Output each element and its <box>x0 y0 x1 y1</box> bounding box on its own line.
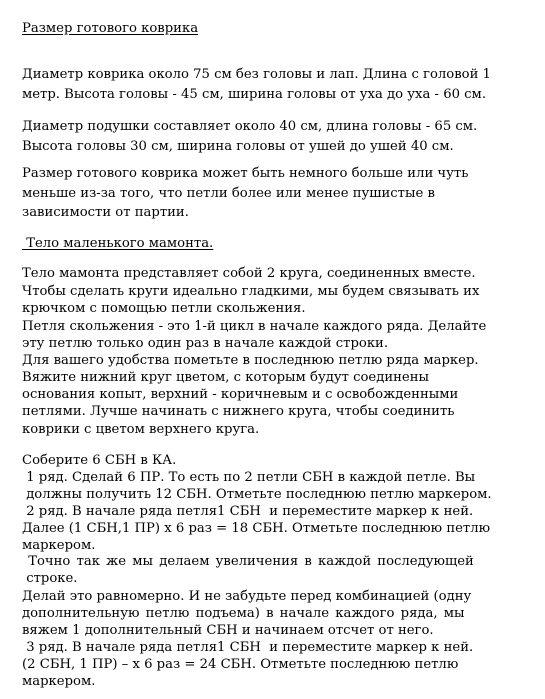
paragraph-line: Диаметр подушки составляет около 40 см, длина головы - 65 см. <box>22 119 478 134</box>
paragraph-line: Далее (1 СБН,1 ПР) х 6 раз = 18 СБН. Отметьте последнюю петлю <box>22 521 491 536</box>
paragraph-line: Соберите 6 СБН в КА. <box>22 453 177 468</box>
paragraph-line: 3 ряд. В начале ряда петля1 СБН и переместите маркер к ней. <box>22 640 474 655</box>
paragraph-line: Делай это равномерно. И не забудьте перед комбинацией (одну <box>22 589 472 604</box>
paragraph-line: маркером. <box>22 674 96 689</box>
section-heading-mammoth-body: Тело маленького мамонта. <box>22 236 214 251</box>
paragraph-line: вяжем 1 дополнительный СБН и начинаем отсчет от него. <box>22 623 434 638</box>
section-heading-rug-size: Размер готового коврика <box>22 21 199 36</box>
paragraph-line: Точно так же мы делаем увеличения в каждой последующей <box>22 554 474 569</box>
paragraph-line: Размер готового коврика может быть немного больше или чуть <box>22 166 469 181</box>
paragraph-line: основания копыт, верхний - коричневым и с освобожденными <box>22 387 459 402</box>
paragraph-line: (2 СБН, 1 ПР) – х 6 раз = 24 СБН. Отметьте последнюю петлю <box>22 657 459 672</box>
paragraph-line: Чтобы сделать круги идеально гладкими, мы будем связывать их <box>22 284 480 299</box>
paragraph-line: зависимости от партии. <box>22 205 189 220</box>
paragraph-line: строке. <box>22 571 78 586</box>
paragraph-line: Для вашего удобства пометьте в последнюю петлю ряда маркер. <box>22 353 479 368</box>
paragraph-line: должны получить 12 СБН. Отметьте последнюю петлю маркером. <box>22 487 492 502</box>
paragraph-line: Вяжите нижний круг цветом, с которым будут соединены <box>22 370 429 385</box>
paragraph-line: Диаметр коврика около 75 см без головы и лап. Длина с головой 1 <box>22 67 491 82</box>
paragraph-line: петлями. Лучше начинать с нижнего круга, чтобы соединить <box>22 404 455 419</box>
paragraph-line: 1 ряд. Сделай 6 ПР. То есть по 2 петли СБН в каждой петле. Вы <box>22 470 476 485</box>
paragraph-line: коврики с цветом верхнего круга. <box>22 422 260 437</box>
paragraph-line: дополнительную петлю подъема) в начале каждого ряда, мы <box>22 606 465 621</box>
paragraph-line: Тело мамонта представляет собой 2 круга, соединенных вместе. <box>22 266 476 281</box>
paragraph-line: 2 ряд. В начале ряда петля1 СБН и переместите маркер к ней. <box>22 504 474 519</box>
paragraph-line: Петля скольжения - это 1-й цикл в начале каждого ряда. Делайте <box>22 319 487 334</box>
paragraph-line: Высота головы 30 см, ширина головы от ушей до ушей 40 см. <box>22 139 454 154</box>
paragraph-line: крючком с помощью петли скольжения. <box>22 301 306 316</box>
paragraph-line: метр. Высота головы - 45 см, ширина головы от уха до уха - 60 см. <box>22 87 487 102</box>
paragraph-line: меньше из-за того, что петли более или менее пушистые в <box>22 186 435 201</box>
paragraph-line: маркером. <box>22 538 96 553</box>
paragraph-line: эту петлю только один раз в начале каждой строки. <box>22 336 389 351</box>
